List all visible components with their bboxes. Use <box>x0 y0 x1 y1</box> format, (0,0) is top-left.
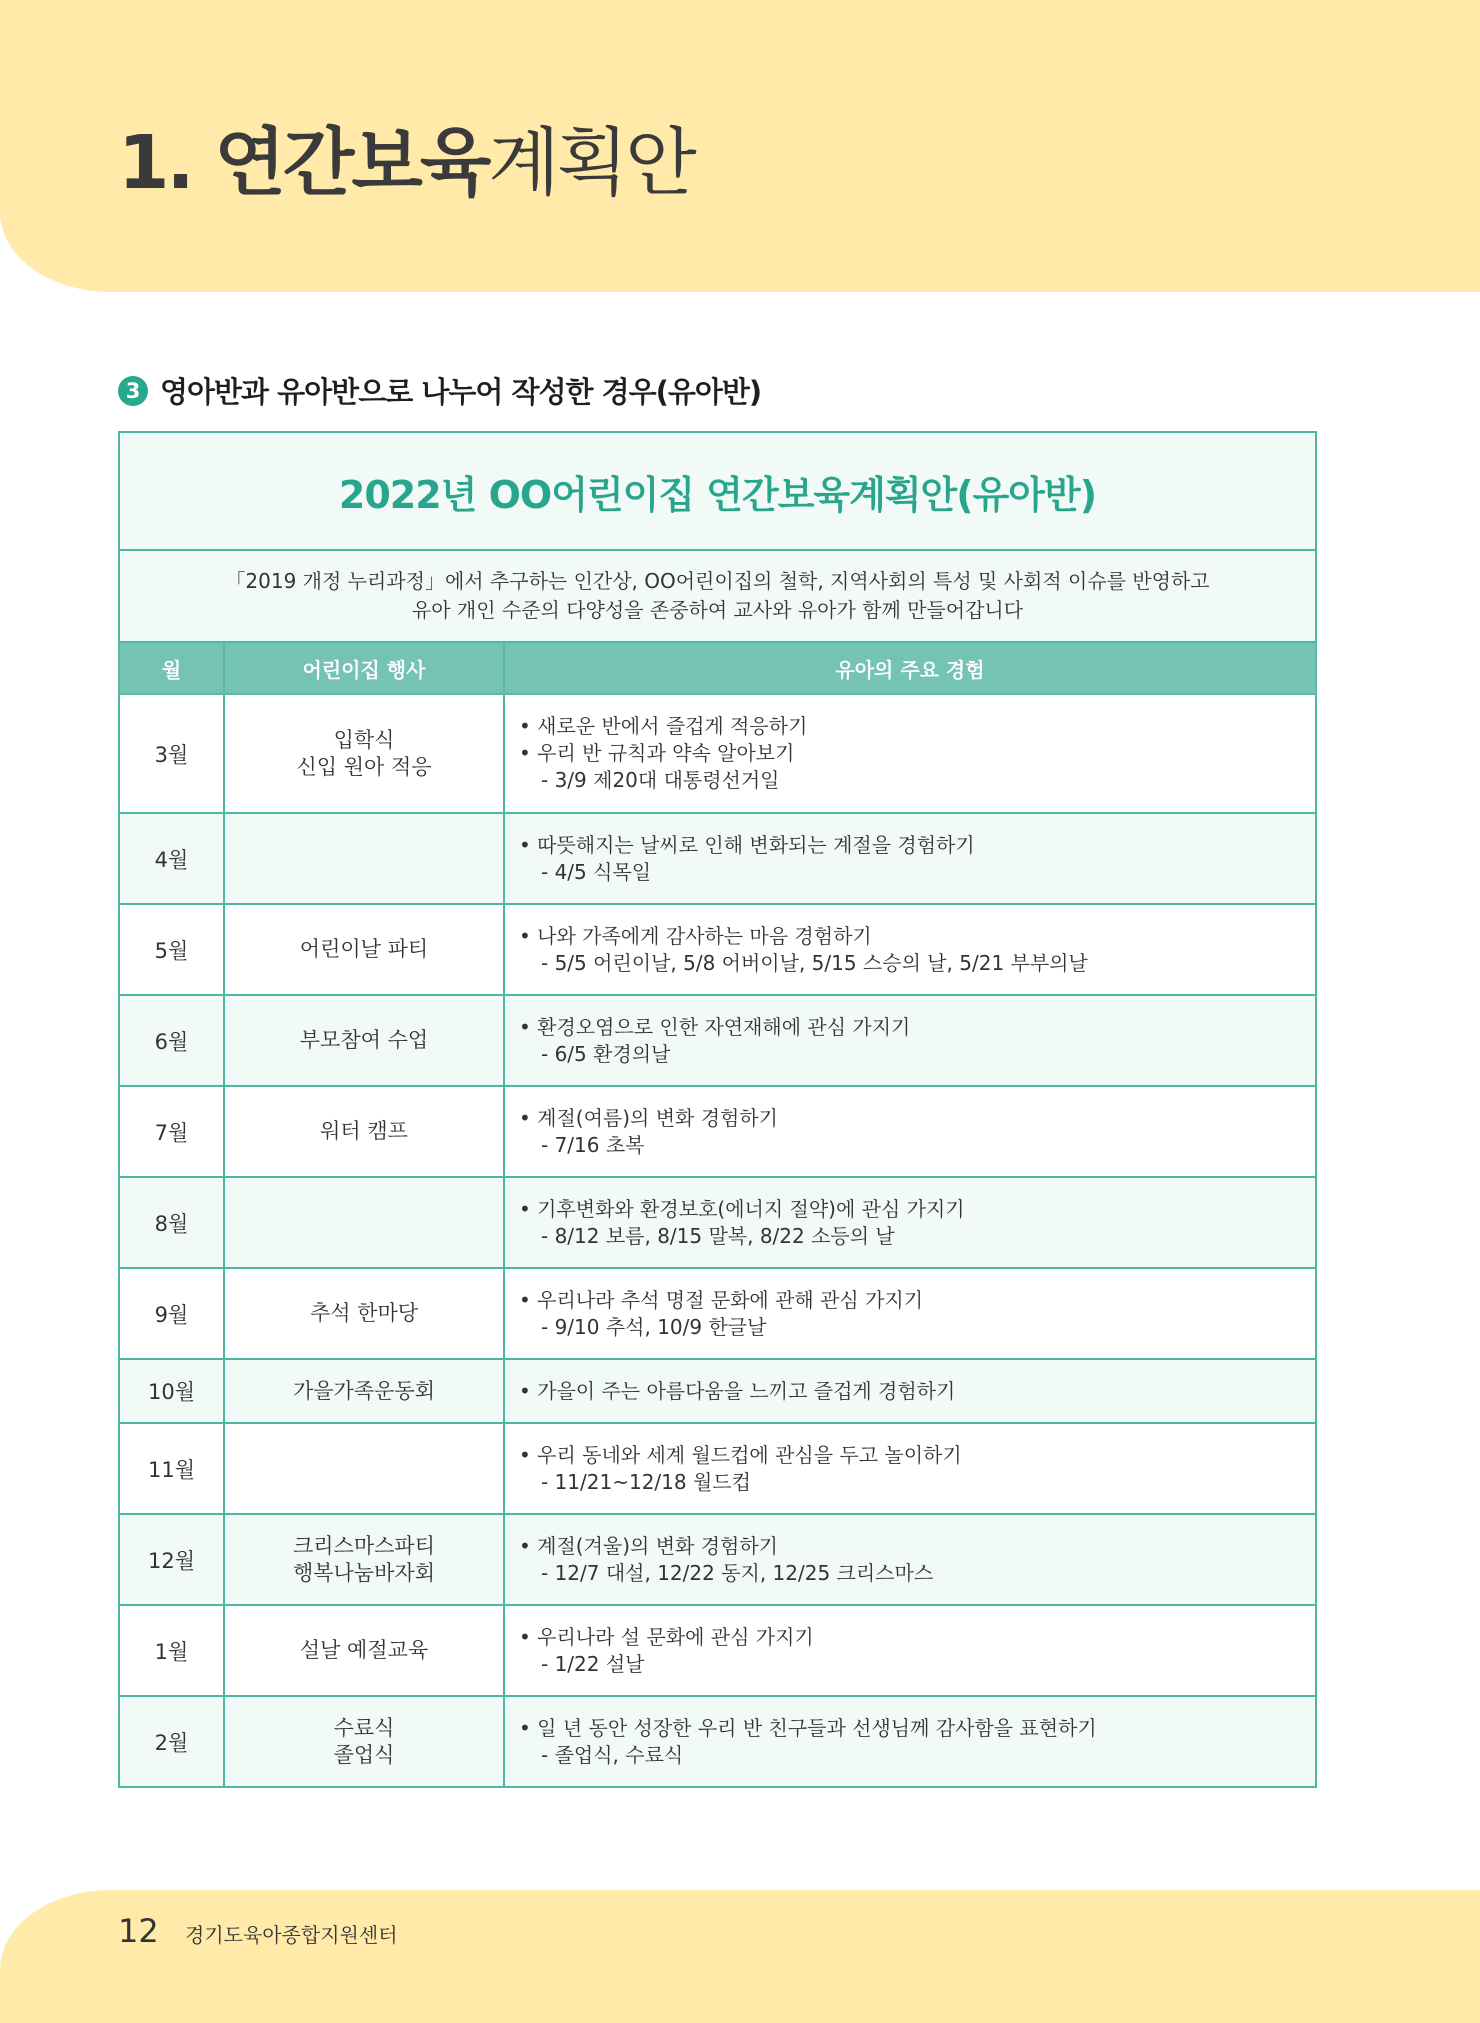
experience-date: - 4/5 식목일 <box>541 859 652 884</box>
table-title-row <box>119 432 1316 550</box>
event-cell <box>224 1268 504 1359</box>
table-row-november <box>119 1423 1316 1514</box>
table-row-july <box>119 1086 1316 1177</box>
event-cell <box>224 1086 504 1177</box>
experience-bullet: • 우리 반 규칙과 약속 알아보기 <box>519 741 795 765</box>
experience-date: - 1/22 설날 <box>541 1651 645 1676</box>
experience-date: - 11/21~12/18 월드컵 <box>541 1469 751 1494</box>
event-cell <box>224 904 504 995</box>
experience-bullet: • 계절(겨울)의 변화 경험하기 <box>519 1533 778 1558</box>
month-cell: 12월 <box>119 1514 224 1605</box>
table-intro-row <box>119 550 1316 642</box>
experience-bullet: • 계절(여름)의 변화 경험하기 <box>519 1105 778 1130</box>
experience-bullet: • 기후변화와 환경보호(에너지 절약)에 관심 가지기 <box>519 1196 965 1221</box>
annual-plan-table <box>118 431 1317 1788</box>
event-cell <box>224 1514 504 1605</box>
event-cell <box>224 1177 504 1268</box>
event-line: 워터 캠프 <box>320 1119 408 1143</box>
experience-cell <box>504 694 1316 813</box>
table-row-february <box>119 1696 1316 1787</box>
month-cell: 10월 <box>119 1359 224 1423</box>
table-row-january <box>119 1605 1316 1696</box>
column-header-month: 월 <box>119 642 224 694</box>
experience-cell <box>504 995 1316 1086</box>
event-line: 신입 원아 적응 <box>296 754 432 779</box>
experience-cell <box>504 1696 1316 1787</box>
table-row-june <box>119 995 1316 1086</box>
experience-cell <box>504 1086 1316 1177</box>
experience-date: - 12/7 대설, 12/22 동지, 12/25 크리스마스 <box>541 1560 934 1585</box>
experience-bullet: • 새로운 반에서 즐겁게 적응하기 <box>519 714 808 738</box>
month-cell: 2월 <box>119 1696 224 1787</box>
month-cell: 8월 <box>119 1177 224 1268</box>
month-cell: 3월 <box>119 694 224 813</box>
experience-cell <box>504 813 1316 904</box>
page-number: 12 <box>118 1912 159 1950</box>
experience-date: - 7/16 초복 <box>541 1132 645 1157</box>
experience-bullet: • 우리나라 추석 명절 문화에 관해 관심 가지기 <box>519 1287 924 1312</box>
intro-line-2: 유아 개인 수준의 다양성을 존중하여 교사와 유아가 함께 만들어갑니다 <box>411 598 1024 622</box>
column-header-event: 어린이집 행사 <box>224 642 504 694</box>
experience-bullet: • 가을이 주는 아름다움을 느끼고 즐겁게 경험하기 <box>519 1378 956 1403</box>
event-line: 추석 한마당 <box>309 1301 419 1325</box>
event-line: 입학식 <box>333 727 395 752</box>
table-title: 2022년 OO어린이집 연간보육계획안(유아반) <box>119 432 1316 550</box>
column-header-experience: 유아의 주요 경험 <box>504 642 1316 694</box>
event-line: 수료식 <box>333 1715 395 1740</box>
event-cell <box>224 1696 504 1787</box>
event-cell <box>224 694 504 813</box>
event-cell <box>224 1423 504 1514</box>
event-line: 크리스마스파티 <box>292 1533 435 1558</box>
experience-date: - 8/12 보름, 8/15 말복, 8/22 소등의 날 <box>541 1223 895 1248</box>
page-title <box>118 118 694 208</box>
experience-cell <box>504 1359 1316 1423</box>
table-row-march <box>119 694 1316 813</box>
month-cell: 6월 <box>119 995 224 1086</box>
footer-band <box>0 1890 1480 2023</box>
table-row-august <box>119 1177 1316 1268</box>
month-cell: 4월 <box>119 813 224 904</box>
event-line: 행복나눔바자회 <box>292 1560 435 1585</box>
experience-bullet: • 나와 가족에게 감사하는 마음 경험하기 <box>519 923 872 948</box>
event-cell <box>224 1605 504 1696</box>
experience-bullet: • 우리나라 설 문화에 관심 가지기 <box>519 1624 814 1649</box>
page-title-bold: 1. 연간보육 <box>118 120 489 206</box>
event-cell <box>224 1359 504 1423</box>
section-number-badge: 3 <box>118 376 148 406</box>
experience-date: - 졸업식, 수료식 <box>541 1742 684 1767</box>
page-title-light: 계획안 <box>488 120 694 206</box>
experience-date: - 5/5 어린이날, 5/8 어버이날, 5/15 스승의 날, 5/21 부부의날 <box>541 950 1088 975</box>
section-heading-text: 영아반과 유아반으로 나누어 작성한 경우(유아반) <box>160 375 762 409</box>
experience-bullet: • 우리 동네와 세계 월드컵에 관심을 두고 놀이하기 <box>519 1442 962 1467</box>
section-heading <box>118 370 761 411</box>
event-cell <box>224 995 504 1086</box>
event-cell <box>224 813 504 904</box>
table-row-september <box>119 1268 1316 1359</box>
experience-date: - 9/10 추석, 10/9 한글날 <box>541 1314 767 1339</box>
event-line: 부모참여 수업 <box>299 1028 429 1052</box>
table-row-october <box>119 1359 1316 1423</box>
event-line: 어린이날 파티 <box>299 937 429 961</box>
experience-date: - 6/5 환경의날 <box>541 1041 671 1066</box>
event-line: 가을가족운동회 <box>292 1378 435 1403</box>
footer-organization: 경기도육아종합지원센터 <box>185 1923 398 1947</box>
experience-date: - 3/9 제20대 대통령선거일 <box>541 768 780 792</box>
table-row-may <box>119 904 1316 995</box>
table-row-december <box>119 1514 1316 1605</box>
experience-bullet: • 따뜻해지는 날씨로 인해 변화되는 계절을 경험하기 <box>519 832 975 857</box>
month-cell: 9월 <box>119 1268 224 1359</box>
experience-cell <box>504 904 1316 995</box>
event-line: 졸업식 <box>333 1742 395 1767</box>
table-intro <box>119 550 1316 642</box>
experience-cell <box>504 1514 1316 1605</box>
month-cell: 1월 <box>119 1605 224 1696</box>
intro-line-1: 「2019 개정 누리과정」에서 추구하는 인간상, OO어린이집의 철학, 지역사회의 특성 및 사회적 이슈를 반영하고 <box>225 569 1210 593</box>
month-cell: 11월 <box>119 1423 224 1514</box>
month-cell: 5월 <box>119 904 224 995</box>
table-row-april <box>119 813 1316 904</box>
event-line: 설날 예절교육 <box>299 1638 429 1662</box>
experience-cell <box>504 1605 1316 1696</box>
table-header-row <box>119 642 1316 694</box>
month-cell: 7월 <box>119 1086 224 1177</box>
experience-bullet: • 환경오염으로 인한 자연재해에 관심 가지기 <box>519 1014 911 1039</box>
experience-cell <box>504 1268 1316 1359</box>
experience-cell <box>504 1423 1316 1514</box>
experience-cell <box>504 1177 1316 1268</box>
experience-bullet: • 일 년 동안 성장한 우리 반 친구들과 선생님께 감사함을 표현하기 <box>519 1715 1097 1740</box>
